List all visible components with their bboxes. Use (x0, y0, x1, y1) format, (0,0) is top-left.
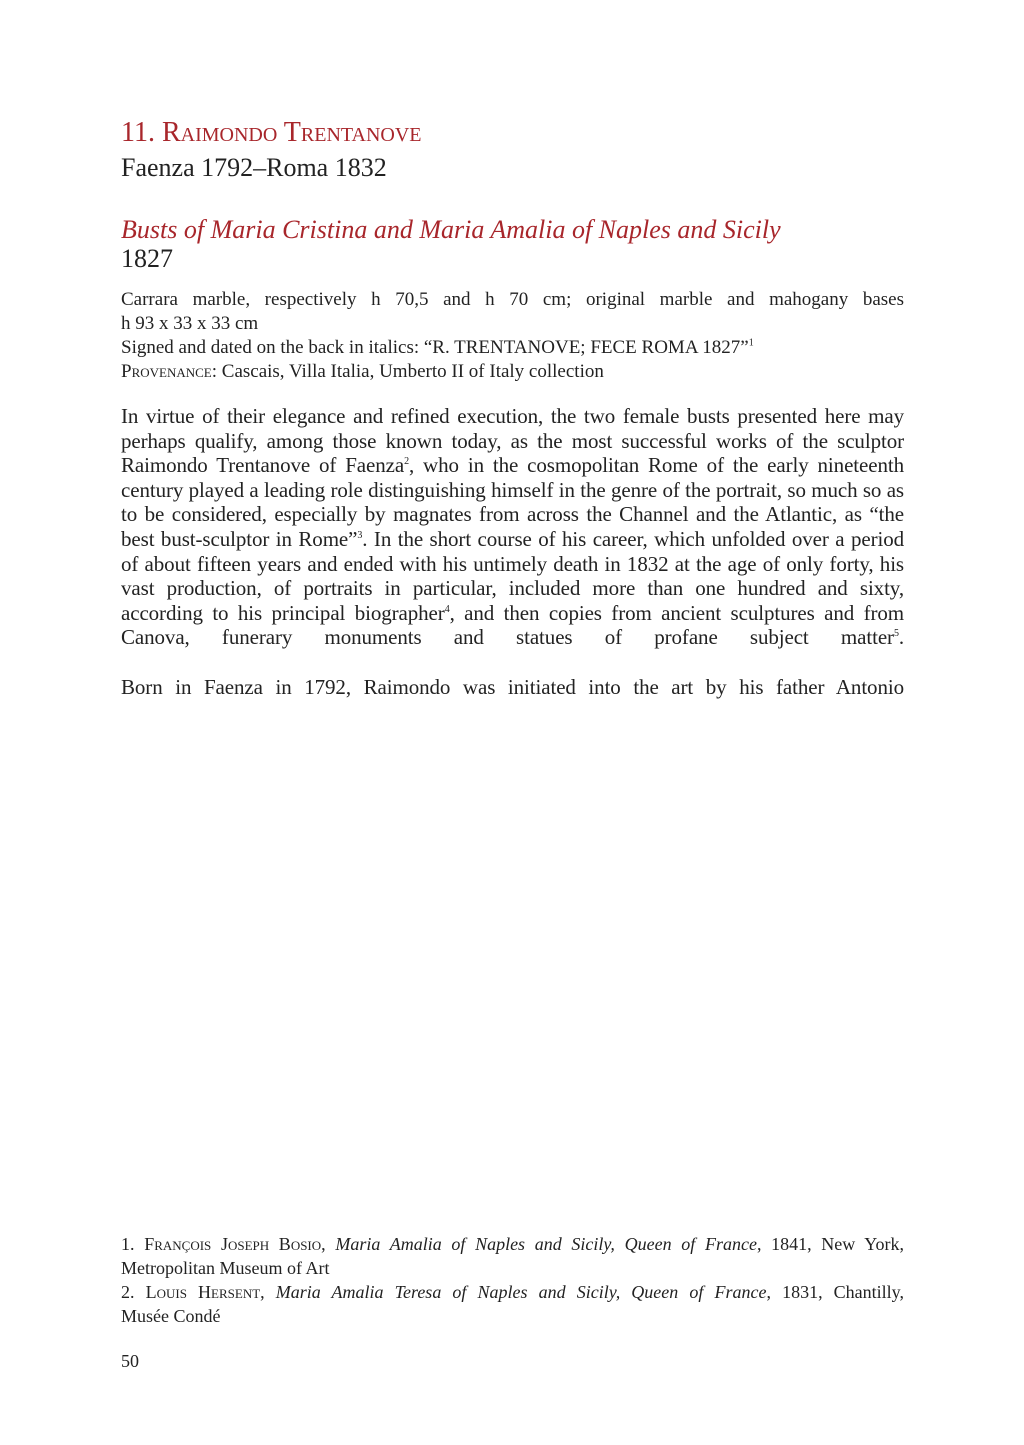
body-text-segment: . (898, 625, 904, 650)
work-title: Busts of Maria Cristina and Maria Amalia of Naples and Sicily (121, 215, 781, 244)
footnote-number: 1. (121, 1234, 135, 1254)
body-text-segment: . In the short course of his career, which unfolded over a period of about fifteen years and ended with his untimely death in 1832 at the age of only forty, his vast production, of portraits in particular, included more than one hundred and sixty, according to his principal biographer (121, 526, 904, 625)
work-details (121, 288, 904, 384)
footnote-2: 2. Louis Hersent, Maria Amalia Teresa of Naples and Sicily, Queen of France, 1831, Chantilly, (121, 1282, 904, 1302)
work-year: 1827 (121, 244, 173, 273)
artist-life-dates: Faenza 1792–Roma 1832 (121, 153, 387, 182)
footnote-ref: 4 (444, 603, 450, 615)
footnote-ref: 5 (893, 628, 899, 640)
provenance-line (121, 360, 904, 384)
body-text-segment: , and then copies from ancient sculptures and from Canova, funerary monuments and statues of profane subject matter (121, 600, 904, 650)
catalogue-page (121, 0, 904, 1445)
footnote-1-continued: Metropolitan Museum of Art (121, 1258, 330, 1278)
body-paragraph (121, 404, 904, 650)
artist-name: Raimondo Trentanove (161, 117, 422, 148)
body-text-segment: In virtue of their elegance and refined execution, the two female busts presented here may perhaps qualify, among those known today, as the most successful works of the sculptor Raimondo Trentanove of Faenza (121, 404, 904, 478)
footnote-1: 1. François Joseph Bosio, Maria Amalia of Naples and Sicily, Queen of France, 1841, New York, (121, 1234, 904, 1254)
signature-text: Signed and dated on the back in italics: “R. TRENTANOVE; FECE ROMA 1827” (121, 337, 749, 358)
footnotes (121, 1232, 904, 1328)
footnote-2-continued: Musée Condé (121, 1306, 221, 1326)
medium-line: Carrara marble, respectively h 70,5 and h 70 cm; original marble and mahogany bases (121, 289, 904, 310)
dimensions-line: h 93 x 33 x 33 cm (121, 313, 259, 334)
provenance-text: Cascais, Villa Italia, Umberto II of Italy collection (217, 361, 604, 382)
footnote-author: François Joseph Bosio (144, 1234, 322, 1254)
page-number: 50 (121, 1351, 139, 1371)
entry-heading (121, 116, 422, 150)
provenance-label: Provenance: (121, 361, 218, 382)
footnote-ref: 1 (748, 337, 754, 349)
footnote-title: Maria Amalia of Naples and Sicily, Queen of France (335, 1234, 757, 1254)
footnote-ref: 2 (404, 456, 409, 468)
body-text-segment: , who in the cosmopolitan Rome of the early nineteenth century played a leading role distinguishing himself in the genre of the portrait, so much so as to be considered, especially by magnates from across the Channel and the Atlantic, as “the best bust-sculptor in Rome” (121, 453, 904, 551)
footnote-number: 2. (121, 1282, 135, 1302)
footnote-location: , 1841, New York, (756, 1234, 904, 1254)
footnote-author: Louis Hersent (145, 1282, 261, 1302)
body-paragraph-2: Born in Faenza in 1792, Raimondo was initiated into the art by his father Antonio (121, 675, 904, 699)
entry-number: 11. (121, 117, 155, 148)
footnote-title: Maria Amalia Teresa of Naples and Sicily, Queen of France (275, 1282, 767, 1302)
signature-line (121, 336, 904, 360)
footnote-ref: 3 (357, 529, 363, 541)
footnote-location: , 1831, Chantilly, (766, 1282, 904, 1302)
